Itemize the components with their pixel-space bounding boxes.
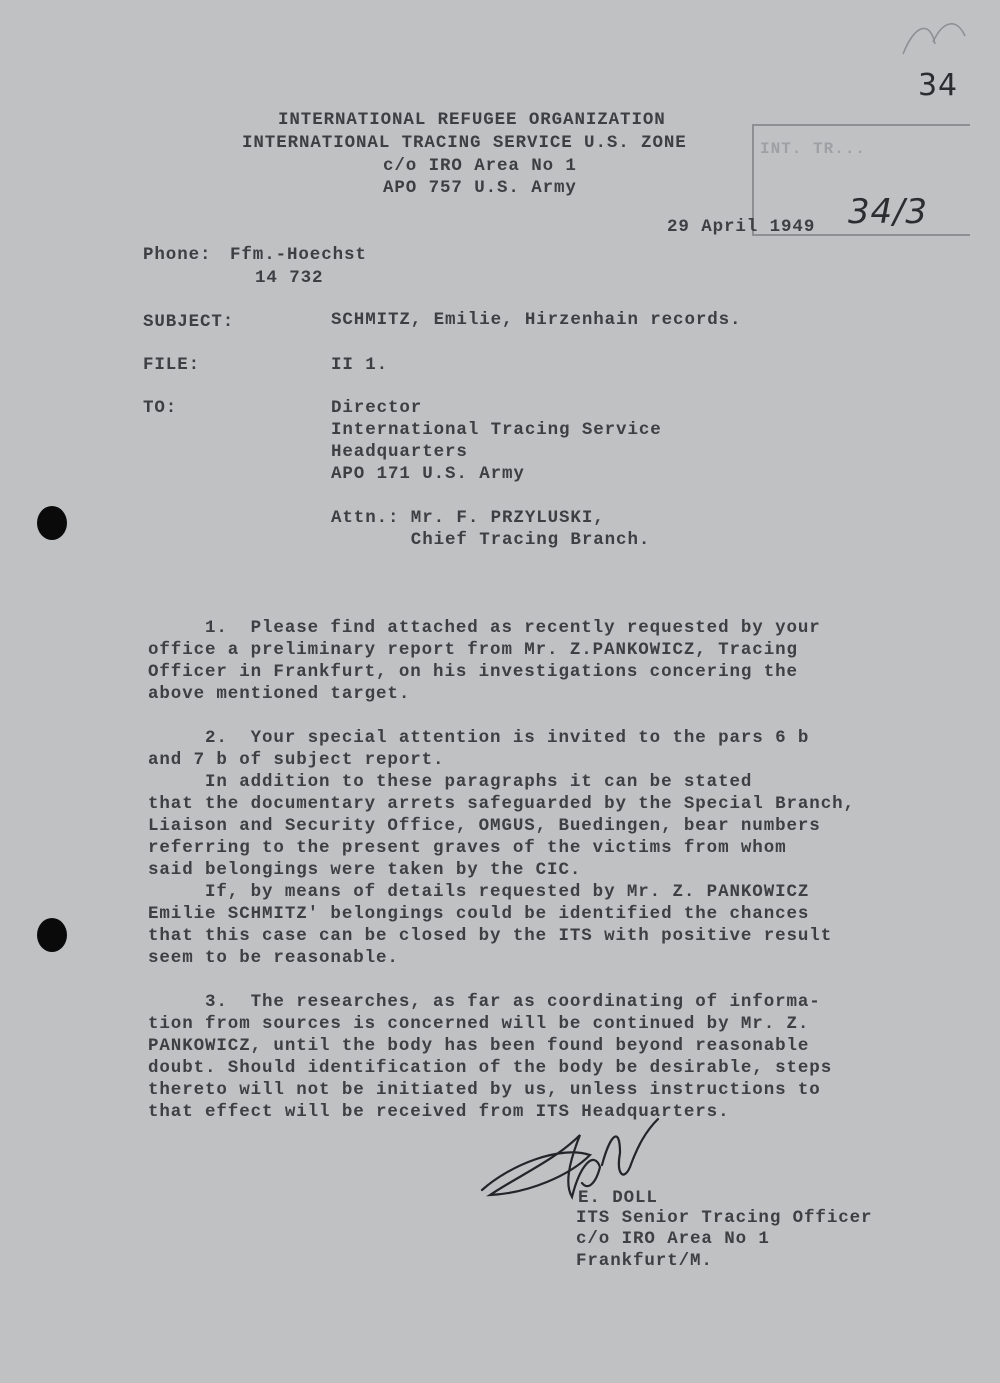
file-value: II 1. (331, 355, 389, 375)
body-line: If, by means of details requested by Mr. Z. PANKOWICZ (148, 882, 810, 902)
body-line: tion from sources is concerned will be continued by Mr. Z. (148, 1014, 810, 1034)
subject-value: SCHMITZ, Emilie, Hirzenhain records. (331, 310, 742, 330)
body-line: Officer in Frankfurt, on his investigations concering the (148, 662, 798, 682)
pencil-scribble-mark (895, 14, 975, 64)
signatory-name: E. DOLL (578, 1188, 658, 1208)
addressee-line: Director (331, 398, 423, 418)
signatory-city: Frankfurt/M. (576, 1251, 713, 1271)
body-line: doubt. Should identification of the body be desirable, steps (148, 1058, 833, 1078)
body-line: that the documentary arrets safeguarded by the Special Branch, (148, 794, 855, 814)
body-line: 1. Please find attached as recently requested by your (148, 618, 821, 638)
signatory-address: c/o IRO Area No 1 (576, 1229, 770, 1249)
body-line: that effect will be received from ITS Headquarters. (148, 1102, 730, 1122)
body-line: said belongings were taken by the CIC. (148, 860, 582, 880)
body-line: office a preliminary report from Mr. Z.PANKOWICZ, Tracing (148, 640, 798, 660)
phone-label: Phone: (143, 245, 212, 265)
phone-number: 14 732 (255, 268, 324, 288)
body-line: Liaison and Security Office, OMGUS, Buedingen, bear numbers (148, 816, 821, 836)
letterhead-line: INTERNATIONAL TRACING SERVICE U.S. ZONE (242, 133, 687, 153)
body-line: 2. Your special attention is invited to the pars 6 b (148, 728, 810, 748)
stamp-number: 34/3 (848, 192, 928, 232)
body-line: that this case can be closed by the ITS with positive result (148, 926, 833, 946)
to-label: TO: (143, 398, 178, 418)
stamp-text: INT. TR... (760, 140, 867, 158)
body-line: In addition to these paragraphs it can be stated (148, 772, 753, 792)
file-label: FILE: (143, 355, 201, 375)
letterhead-line: INTERNATIONAL REFUGEE ORGANIZATION (278, 110, 666, 130)
body-line: seem to be reasonable. (148, 948, 399, 968)
punch-hole-bottom (37, 918, 67, 952)
phone-exchange: Ffm.-Hoechst (230, 245, 367, 265)
body-line: Emilie SCHMITZ' belongings could be identified the chances (148, 904, 810, 924)
attention-line: Chief Tracing Branch. (331, 530, 651, 550)
addressee-line: International Tracing Service (331, 420, 662, 440)
addressee-line: APO 171 U.S. Army (331, 464, 525, 484)
body-line: thereto will not be initiated by us, unless instructions to (148, 1080, 821, 1100)
letterhead-line: c/o IRO Area No 1 (383, 156, 577, 176)
body-line: PANKOWICZ, until the body has been found beyond reasonable (148, 1036, 810, 1056)
signatory-title: ITS Senior Tracing Officer (576, 1208, 873, 1228)
body-line: above mentioned target. (148, 684, 411, 704)
body-line: and 7 b of subject report. (148, 750, 445, 770)
letterhead-line: APO 757 U.S. Army (383, 178, 577, 198)
body-line: referring to the present graves of the victims from whom (148, 838, 787, 858)
body-line: 3. The researches, as far as coordinating of informa- (148, 992, 821, 1012)
page-number: 34 (918, 68, 958, 103)
attention-line: Attn.: Mr. F. PRZYLUSKI, (331, 508, 605, 528)
subject-label: SUBJECT: (143, 312, 235, 332)
letter-date: 29 April 1949 (667, 217, 816, 237)
addressee-line: Headquarters (331, 442, 468, 462)
punch-hole-top (37, 506, 67, 540)
